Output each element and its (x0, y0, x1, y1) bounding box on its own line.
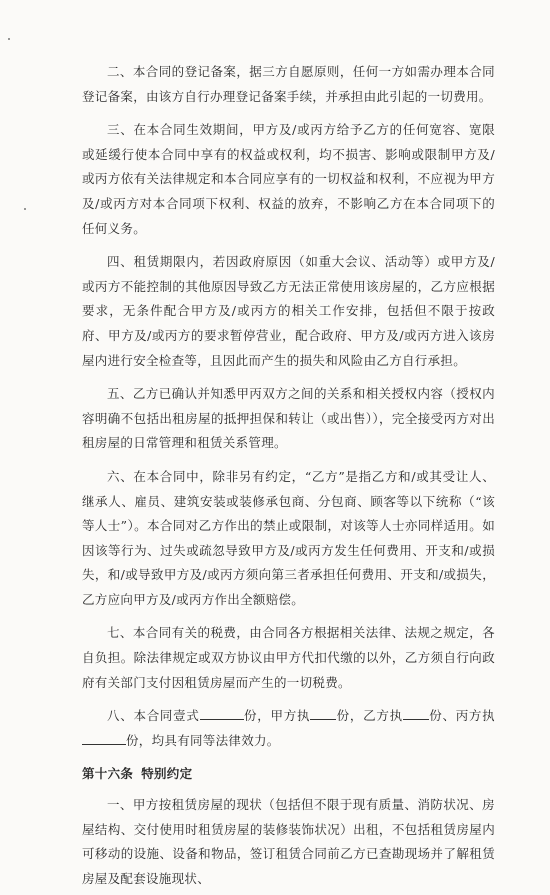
clause-6: 六、在本合同中，除非另有约定，“乙方”是指乙方和/或其受让人、继承人、雇员、建筑安装或装修承包商、分包商、顾客等以下统称（“该等人士”）。本合同对乙方作出的禁止或限制，对该等人士亦同样适用。如因该等行为、过失或疏忽导致甲方及/或丙方发生任何费用、开支和/或损失，和/或导致甲方及/或丙方须向第三者承担任何费用、开支和/或损失，乙方应向甲方及/或丙方作出全额赔偿。 (82, 468, 495, 607)
article-title: 特别约定 (141, 766, 193, 782)
document-body (82, 60, 495, 895)
scan-speck (8, 38, 10, 40)
special-clause-1: 一、甲方按租赁房屋的现状（包括但不限于现有质量、消防状况、房屋结构、交付使用时租赁房屋的装修装饰状况）出租，不包括租赁房屋内可移动的设施、设备和物品，签订租赁合同前乙方已查勘现场并了解租赁房屋及配套设施现状、 (82, 797, 495, 886)
scan-speck (24, 208, 26, 210)
copies-total-blank (200, 705, 244, 720)
clause-7: 七、本合同有关的税费，由合同各方根据相关法律、法规之规定，各自负担。除法律规定或双方协议由甲方代扣代缴的以外，乙方须自行向政府有关部门支付因租赁房屋而产生的一切税费。 (82, 625, 495, 690)
clause-4: 四、租赁期限内，若因政府原因（如重大会议、活动等）或甲方及/或丙方不能控制的其他原因导致乙方无法正常使用该房屋的，乙方应根据要求，无条件配合甲方及/或丙方的相关工作安排，包括但不限于按政府、甲方及/或丙方的要求暂停营业，配合政府、甲方及/或丙方进入该房屋内进行安全检查等，且因此而产生的损失和风险由乙方自行承担。 (82, 254, 495, 368)
article-number: 第十六条 (82, 766, 134, 782)
party-a-copies-blank (310, 705, 336, 720)
party-c-copies-blank (82, 730, 126, 745)
clause-8: 八、本合同壹式 份，甲方执 份，乙方执 份、丙方执份，均具有同等法律效力。 (82, 704, 495, 753)
clause-3: 三、在本合同生效期间，甲方及/或丙方给予乙方的任何宽容、宽限或延缓行使本合同中享有的权益或权利，均不损害、影响或限制甲方及/或丙方依有关法律规定和本合同应享有的一切权益和权利，不应视为甲方及/或丙方对本合同项下权利、权益的放弃，不影响乙方在本合同项下的任何义务。 (82, 122, 495, 236)
article-heading (82, 762, 495, 787)
clause-5: 五、乙方已确认并知悉甲丙双方之间的关系和相关授权内容（授权内容明确不包括出租房屋的抵押担保和转让（或出售）），完全接受丙方对出租房屋的日常管理和租赁关系管理。 (82, 386, 495, 451)
clause-2: 二、本合同的登记备案，据三方自愿原则，任何一方如需办理本合同登记备案，由该方自行办理登记备案手续，并承担由此引起的一切费用。 (82, 64, 495, 104)
party-b-copies-blank (403, 705, 429, 720)
